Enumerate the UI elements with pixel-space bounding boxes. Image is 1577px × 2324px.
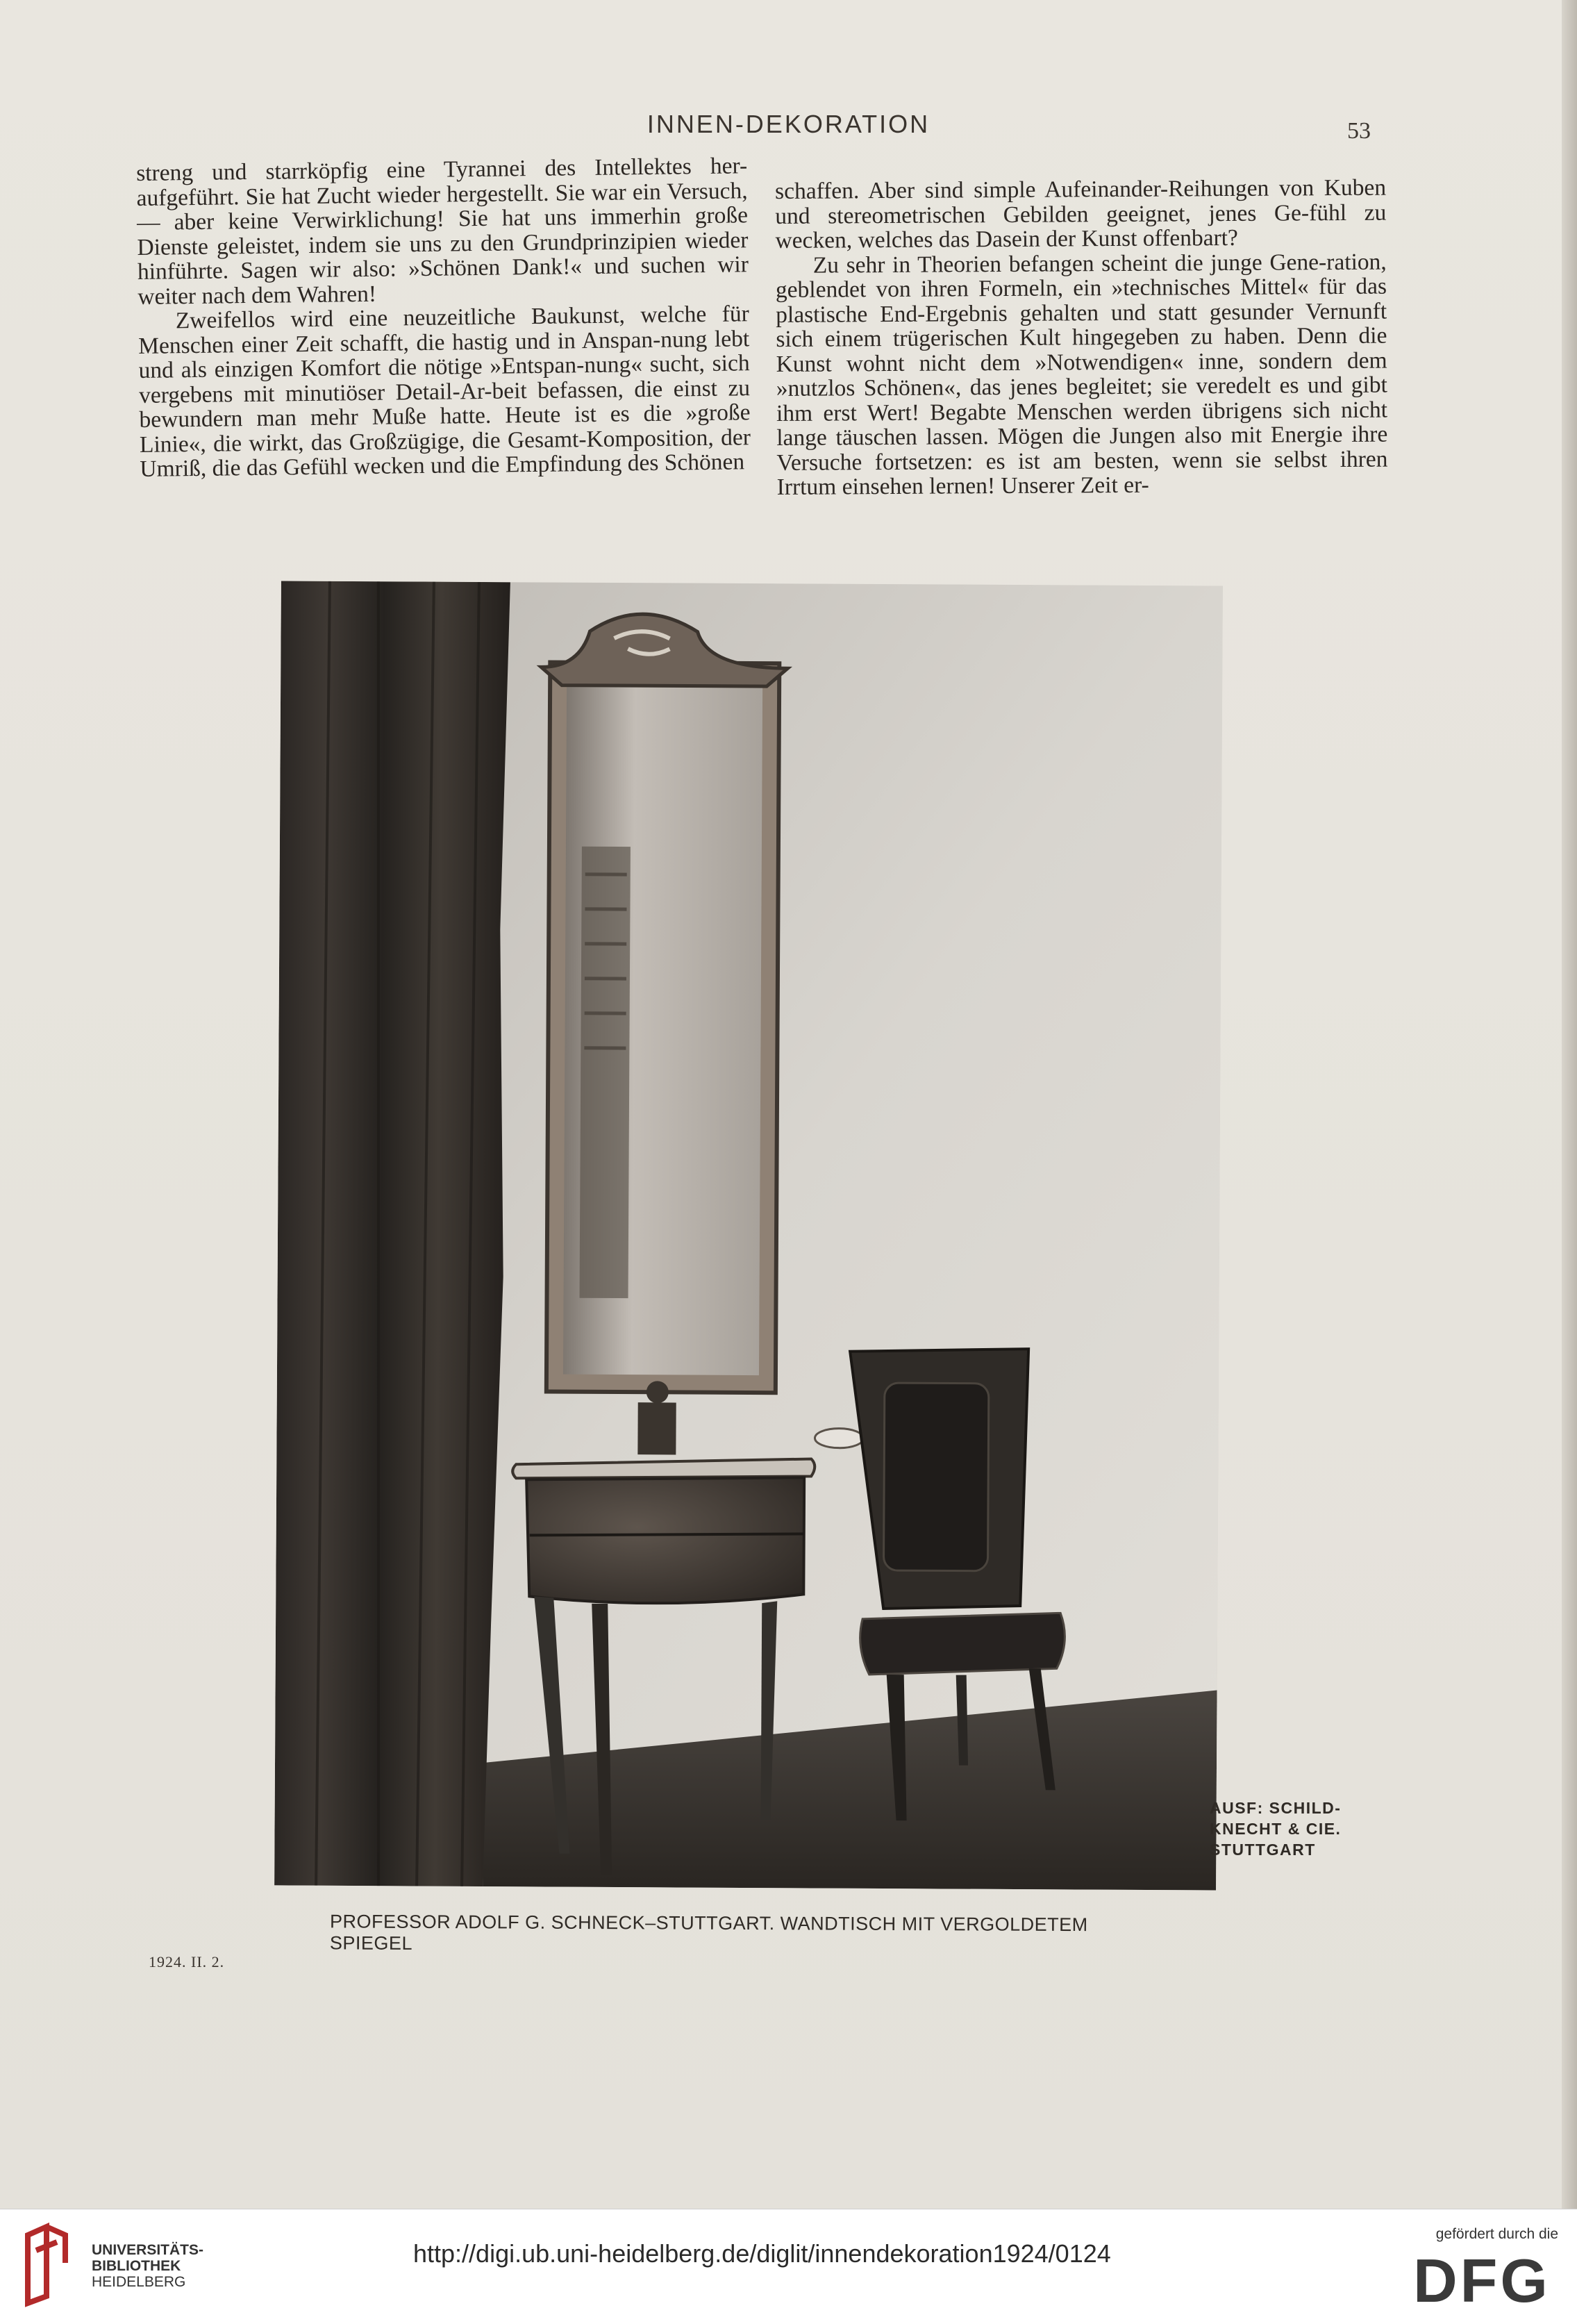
photo-credit (1210, 1798, 1357, 1860)
right-paragraph-2: Zu sehr in Theorien befangen scheint die junge Gene-ration, geblendet von ihren Formeln, ein »technisches Mittel« für das plastische End-Ergebnis gehalten und statt gesunder Vernunft sich einem trügerischen Kult hingegeben zu haben. Denn die Kunst wohnt nicht dem »Notwendigen« inne, sondern dem »nutzlos Schönen«, das jenes begleitet; sie veredelt es und gibt ihm erst Wert! Begabte Menschen werden übrigens sich nicht lange täuschen lassen. Mögen die Jungen also mit Energie ihre Versuche fortsetzen: es ist am besten, wenn sie selbst ihren Irrtum einsehen lernen! Unserer Zeit er- (776, 249, 1388, 499)
issue-mark: 1924. II. 2. (149, 1953, 224, 1971)
photograph-wall-table (274, 581, 1223, 1890)
credit-line-2: KNECHT & CIE. (1210, 1818, 1357, 1839)
page-number: 53 (1347, 118, 1371, 144)
institution-name (92, 2242, 203, 2290)
page-edge (1562, 0, 1577, 2209)
curtain (274, 581, 510, 1886)
credit-line-3: STUTTGART (1210, 1839, 1357, 1860)
left-paragraph-2: Zweifellos wird eine neuzeitliche Baukunst, welche für Menschen einer Zeit schafft, die hastig und in Anspan-nung lebt und als einzigen Komfort die nötige »Entspan-nung« sucht, sich vergebens mit minutiöser Detail-Ar-beit befassen, die einst zu bewundern man mehr Muße hatte. Heute ist es die »große Linie«, die wirkt, das Großzügige, die Gesamt-Komposition, der Umriß, die das Gefühl wecken und die Empfindung des Schönen (138, 301, 751, 481)
running-head: INNEN-DEKORATION (0, 110, 1577, 139)
dfg-logo-icon (1405, 2248, 1558, 2310)
right-paragraph-1: schaffen. Aber sind simple Aufeinander-Reihungen von Kuben und stereometrischen Gebilden geeignet, jenes Ge-fühl zu wecken, welches das Dasein der Kunst offenbart? (775, 176, 1387, 254)
credit-line-1: AUSF: SCHILD- (1210, 1798, 1357, 1818)
mirror (537, 613, 788, 1393)
institution-line-2: BIBLIOTHEK (92, 2258, 203, 2274)
permalink-url[interactable]: http://digi.ub.uni-heidelberg.de/diglit/innendekoration1924/0124 (413, 2239, 1111, 2268)
dfg-logo-text: DFG (1413, 2248, 1551, 2310)
photo-caption: PROFESSOR ADOLF G. SCHNECK–STUTTGART. WANDTISCH MIT VERGOLDETEM SPIEGEL (330, 1911, 1163, 1957)
left-text-column (136, 153, 751, 481)
university-library-logo-icon (15, 2221, 78, 2308)
institution-line-3: HEIDELBERG (92, 2274, 203, 2290)
institution-line-1: UNIVERSITÄTS- (92, 2242, 203, 2258)
bowl (815, 1429, 863, 1448)
left-paragraph-1: streng und starrköpfig eine Tyrannei des Intellektes her-aufgeführt. Sie hat Zucht wieder hergestellt. Sie war ein Versuch, — aber keine Verwirklichung! Sie hat uns immerhin große Dienste geleistet, indem sie uns zu den Grundprinzipien wieder hinführte. Sagen wir also: »Schönen Dank!« und suchen wir weiter nach dem Wahren! (136, 153, 749, 309)
right-text-column (775, 176, 1388, 500)
photograph-drawing (274, 581, 1223, 1890)
funded-by-label: gefördert durch die (1405, 2226, 1558, 2243)
